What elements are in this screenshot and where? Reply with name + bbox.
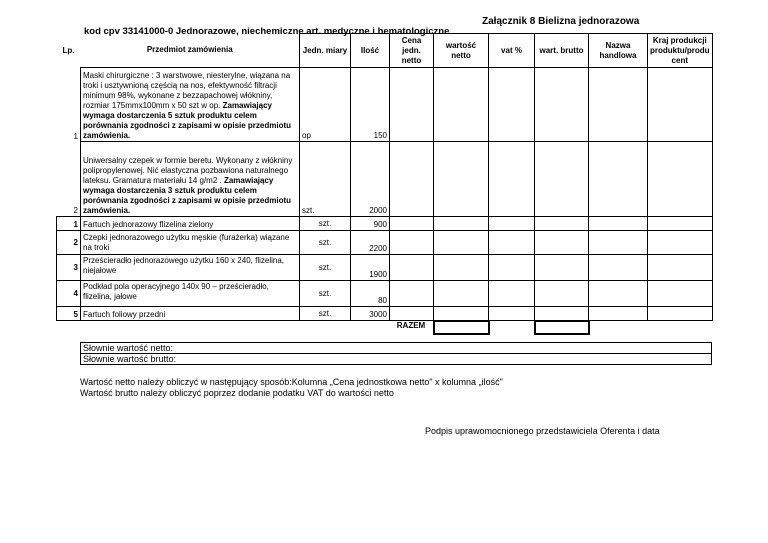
cell-vat[interactable] (489, 217, 535, 231)
cell-origin[interactable] (648, 142, 713, 217)
row-unit: szt. (300, 255, 351, 281)
row-description: Prześcieradło jednorazowego użytku 160 x 240, flizelina, niejałowe (81, 255, 300, 281)
cell-net-value[interactable] (434, 281, 489, 307)
row-description (81, 142, 300, 217)
cell-net-value[interactable] (434, 142, 489, 217)
col-item: Przedmiot zamówienia (146, 45, 233, 55)
annex-title: Załącznik 8 Bielizna jednorazowa (482, 16, 640, 27)
row-description-text: Maski chirurgiczne : 3 warstwowe, niesterylne, wiązana na troki i usztywnioną częścią na nos, efektywność filtracji minimum 98%, wykonane z bezzapachowej włókniny, rozmiar 175mmx100mm x 50 szt w op. (83, 71, 291, 110)
cell-gross-value[interactable] (535, 68, 589, 142)
col-origin: Kraj produkcji produktu/produ cent (648, 34, 713, 68)
note-gross-calculation: Wartość brutto należy obliczyć poprzez dodanie podatku VAT do wartości netto (80, 388, 394, 398)
table-row (57, 217, 713, 231)
row-description (81, 68, 300, 142)
row-lp: 5 (57, 307, 81, 321)
cell-net-value[interactable] (434, 231, 489, 255)
cell-vat[interactable] (489, 255, 535, 281)
cell-trade-name[interactable] (589, 307, 648, 321)
total-net-value[interactable] (434, 321, 489, 334)
row-unit: op (300, 68, 351, 142)
row-lp: 4 (57, 281, 81, 307)
cell-trade-name[interactable] (589, 217, 648, 231)
col-trade-name: Nazwa handlowa (589, 34, 648, 68)
row-description-requirement: Zamawiający wymaga dostarczenia 5 sztuk produktu celem porównania zgodności z zapisami w opisie przedmiotu zamówienia. (83, 101, 292, 140)
row-qty: 1900 (351, 255, 390, 281)
cell-unit-price[interactable] (390, 142, 434, 217)
row-lp: 2 (57, 231, 81, 255)
row-description-text: Uniwersalny czepek w formie beretu. Wykonany z włókniny polipropylenowej. Nić elastyczna pozbawiona naturalnego lateksu. Gramatura materiału 14 g/m2 . (83, 156, 293, 185)
cell-origin[interactable] (648, 281, 713, 307)
cpv-code-title: kod cpv 33141000-0 Jednorazowe, niechemiczne art. medyczne i hematologiczne (84, 26, 450, 37)
cell-origin[interactable] (648, 255, 713, 281)
table-row (57, 142, 713, 217)
total-row (57, 321, 713, 334)
cell-gross-value[interactable] (535, 142, 589, 217)
row-qty: 150 (351, 68, 390, 142)
cell-trade-name[interactable] (589, 281, 648, 307)
row-description: Fartuch foliowy przedni (81, 307, 300, 321)
cell-origin[interactable] (648, 231, 713, 255)
col-gross-value: wart. brutto (535, 34, 589, 68)
col-lp: Lp. (62, 45, 75, 55)
cell-vat[interactable] (489, 281, 535, 307)
cell-gross-value[interactable] (535, 307, 589, 321)
row-qty: 3000 (351, 307, 390, 321)
cell-origin[interactable] (648, 217, 713, 231)
table-header-row (57, 34, 713, 68)
cell-origin[interactable] (648, 68, 713, 142)
amount-in-words-table (80, 342, 712, 365)
row-lp: 1 (57, 217, 81, 231)
cell-trade-name[interactable] (589, 142, 648, 217)
row-description: Podkład pola operacyjnego 140x 90 – prześcieradło, flizelina, jałowe (81, 281, 300, 307)
row-description: Czepki jednorazowego użytku męskie (furażerka) wiązane na troki (81, 231, 300, 255)
cell-trade-name[interactable] (589, 255, 648, 281)
col-vat: vat % (489, 34, 535, 68)
cell-vat[interactable] (489, 307, 535, 321)
total-gross-value[interactable] (535, 321, 589, 334)
col-net-value: wartość netto (434, 34, 489, 68)
col-unit-price: Cena jedn. netto (390, 34, 434, 68)
col-unit: Jedn. miary (300, 34, 351, 68)
cell-origin[interactable] (648, 307, 713, 321)
cell-unit-price[interactable] (390, 68, 434, 142)
row-qty: 80 (351, 281, 390, 307)
row-unit: szt. (300, 307, 351, 321)
signature-label: Podpis uprawomocnionego przedstawiciela Oferenta i data (425, 426, 660, 436)
row-unit: szt. (300, 281, 351, 307)
cell-net-value[interactable] (434, 68, 489, 142)
row-qty: 2200 (351, 231, 390, 255)
table-row (57, 231, 713, 255)
cell-vat[interactable] (489, 231, 535, 255)
row-qty: 900 (351, 217, 390, 231)
row-unit: szt. (300, 217, 351, 231)
row-unit: szt. (300, 231, 351, 255)
col-qty: Ilość (351, 34, 390, 68)
net-in-words-field[interactable]: Słownie wartość netto: (81, 343, 712, 354)
table-row (57, 68, 713, 142)
cell-gross-value[interactable] (535, 281, 589, 307)
cell-unit-price[interactable] (390, 307, 434, 321)
cell-gross-value[interactable] (535, 231, 589, 255)
table-row (57, 307, 713, 321)
cell-gross-value[interactable] (535, 217, 589, 231)
gross-in-words-field[interactable]: Słownie wartość brutto: (81, 354, 712, 365)
table-row (57, 255, 713, 281)
row-lp: 3 (57, 255, 81, 281)
cell-trade-name[interactable] (589, 68, 648, 142)
cell-net-value[interactable] (434, 255, 489, 281)
cell-unit-price[interactable] (390, 231, 434, 255)
cell-trade-name[interactable] (589, 231, 648, 255)
total-label: RAZEM (396, 321, 426, 330)
cell-unit-price[interactable] (390, 255, 434, 281)
cell-net-value[interactable] (434, 307, 489, 321)
cell-unit-price[interactable] (390, 281, 434, 307)
price-form-table (56, 33, 713, 335)
row-lp: 1 (73, 131, 78, 141)
cell-net-value[interactable] (434, 217, 489, 231)
table-row (57, 281, 713, 307)
cell-vat[interactable] (489, 68, 535, 142)
cell-vat[interactable] (489, 142, 535, 217)
row-qty: 2000 (351, 142, 390, 217)
row-description-requirement: Zamawiający wymaga dostarczenia 3 sztuk produktu celem porównania zgodności z zapisami w opisie przedmiotu zamówienia. (83, 176, 292, 215)
row-description: Fartuch jednorazowy flizelina zielony (81, 217, 300, 231)
cell-gross-value[interactable] (535, 255, 589, 281)
note-net-calculation: Wartość netto należy obliczyć w następujący sposób:Kolumna „Cena jednostkowa netto" x kolumna „ilość" (80, 377, 503, 387)
row-lp: 2 (73, 206, 78, 215)
cell-unit-price[interactable] (390, 217, 434, 231)
row-unit: szt. (300, 142, 351, 217)
